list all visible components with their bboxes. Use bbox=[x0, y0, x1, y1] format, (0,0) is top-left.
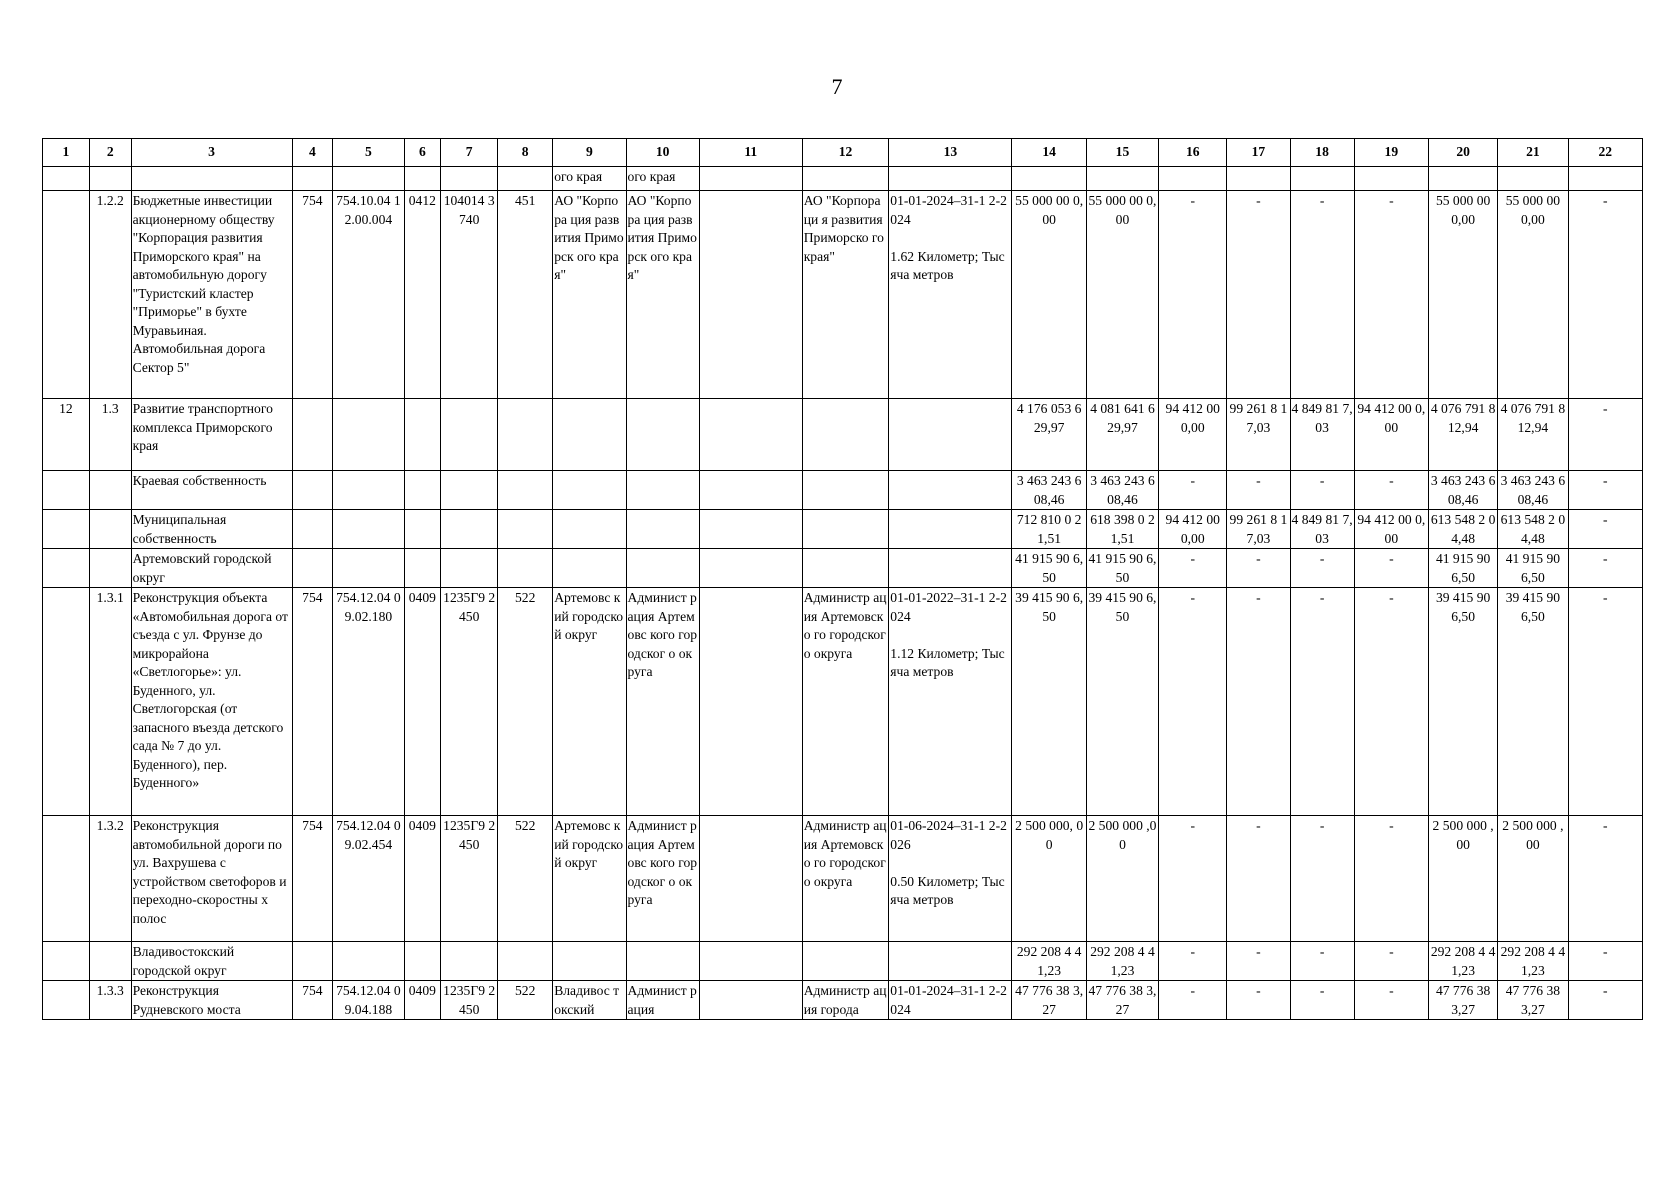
cell-col-18: - bbox=[1290, 588, 1354, 816]
cell-col-13 bbox=[889, 510, 1012, 549]
cell-col-21: 41 915 90 6,50 bbox=[1498, 549, 1568, 588]
cell-col-15: 3 463 243 608,46 bbox=[1086, 471, 1158, 510]
cell-col-6: 0409 bbox=[404, 981, 441, 1020]
cell-col-20: 292 208 4 41,23 bbox=[1429, 942, 1498, 981]
cell-col-18: - bbox=[1290, 191, 1354, 399]
cell-col-15 bbox=[1086, 167, 1158, 191]
cell-col-1 bbox=[43, 942, 90, 981]
cell-col-8 bbox=[498, 549, 553, 588]
cell-col-17: - bbox=[1227, 816, 1290, 942]
cell-col-8: 451 bbox=[498, 191, 553, 399]
cell-col-19: - bbox=[1354, 191, 1428, 399]
cell-col-21: 55 000 00 0,00 bbox=[1498, 191, 1568, 399]
cell-col-3: Реконструкция Рудневского моста bbox=[131, 981, 292, 1020]
cell-col-7 bbox=[441, 549, 498, 588]
cell-col-8: 522 bbox=[498, 981, 553, 1020]
cell-col-3: Бюджетные инвестиции акционерному обществу "Корпорация развития Приморского края" на автомобильную дорогу "Туристский кластер "Приморье" в бухте Муравьиная. Автомобильная дорога Сектор 5" bbox=[131, 191, 292, 399]
cell-col-1 bbox=[43, 588, 90, 816]
header-col-13: 13 bbox=[889, 139, 1012, 167]
cell-col-10 bbox=[626, 510, 699, 549]
cell-col-22 bbox=[1568, 167, 1642, 191]
cell-col-12: Администр ация города bbox=[802, 981, 889, 1020]
cell-col-3: Реконструкция объекта «Автомобильная дорога от съезда с ул. Фрунзе до микрорайона «Светлогорье»: ул. Буденного, ул. Светлогорская (от запасного въезда детского сада № 7 до ул. Буденного), пер. Буденного» bbox=[131, 588, 292, 816]
header-col-22: 22 bbox=[1568, 139, 1642, 167]
table-row bbox=[43, 510, 1643, 549]
cell-col-17: - bbox=[1227, 981, 1290, 1020]
cell-col-9 bbox=[553, 510, 626, 549]
cell-col-18: - bbox=[1290, 981, 1354, 1020]
cell-col-14: 47 776 38 3,27 bbox=[1012, 981, 1086, 1020]
cell-col-1 bbox=[43, 816, 90, 942]
cell-col-7: 104014 3740 bbox=[441, 191, 498, 399]
cell-col-16: - bbox=[1159, 191, 1227, 399]
table-row bbox=[43, 981, 1643, 1020]
cell-col-5 bbox=[333, 399, 404, 471]
cell-col-16: - bbox=[1159, 471, 1227, 510]
cell-col-9: Артемовс кий городской округ bbox=[553, 588, 626, 816]
cell-col-13 bbox=[889, 942, 1012, 981]
cell-col-18 bbox=[1290, 167, 1354, 191]
cell-col-17: - bbox=[1227, 942, 1290, 981]
cell-col-14 bbox=[1012, 167, 1086, 191]
cell-col-5 bbox=[333, 471, 404, 510]
cell-col-10 bbox=[626, 471, 699, 510]
cell-col-3: Владивостокский городской округ bbox=[131, 942, 292, 981]
cell-col-22: - bbox=[1568, 510, 1642, 549]
cell-col-9 bbox=[553, 399, 626, 471]
header-col-17: 17 bbox=[1227, 139, 1290, 167]
cell-col-18: 4 849 81 7,03 bbox=[1290, 510, 1354, 549]
cell-col-10: Админист рация Артемовс кого городског о округа bbox=[626, 588, 699, 816]
cell-col-12 bbox=[802, 399, 889, 471]
cell-col-2 bbox=[89, 510, 131, 549]
cell-col-3: Развитие транспортного комплекса Приморского края bbox=[131, 399, 292, 471]
cell-col-4 bbox=[292, 510, 333, 549]
cell-col-9 bbox=[553, 549, 626, 588]
cell-col-6 bbox=[404, 167, 441, 191]
header-col-12: 12 bbox=[802, 139, 889, 167]
cell-col-15: 292 208 4 41,23 bbox=[1086, 942, 1158, 981]
cell-col-19: - bbox=[1354, 471, 1428, 510]
header-col-20: 20 bbox=[1429, 139, 1498, 167]
cell-col-2: 1.3.3 bbox=[89, 981, 131, 1020]
cell-col-15: 618 398 0 21,51 bbox=[1086, 510, 1158, 549]
cell-col-18: - bbox=[1290, 942, 1354, 981]
cell-col-20: 47 776 38 3,27 bbox=[1429, 981, 1498, 1020]
cell-col-15: 55 000 00 0,00 bbox=[1086, 191, 1158, 399]
cell-col-1 bbox=[43, 471, 90, 510]
cell-col-11 bbox=[699, 399, 802, 471]
cell-col-10 bbox=[626, 549, 699, 588]
cell-col-22: - bbox=[1568, 549, 1642, 588]
cell-col-14: 292 208 4 41,23 bbox=[1012, 942, 1086, 981]
cell-col-5 bbox=[333, 942, 404, 981]
cell-col-17 bbox=[1227, 167, 1290, 191]
cell-col-21: 292 208 4 41,23 bbox=[1498, 942, 1568, 981]
header-col-18: 18 bbox=[1290, 139, 1354, 167]
cell-col-21: 613 548 2 04,48 bbox=[1498, 510, 1568, 549]
cell-col-16: - bbox=[1159, 549, 1227, 588]
cell-col-22: - bbox=[1568, 942, 1642, 981]
budget-table-container bbox=[42, 138, 1643, 1020]
cell-col-16: 94 412 00 0,00 bbox=[1159, 399, 1227, 471]
cell-col-20: 3 463 243 608,46 bbox=[1429, 471, 1498, 510]
cell-col-16: 94 412 00 0,00 bbox=[1159, 510, 1227, 549]
page-number: 7 bbox=[831, 74, 843, 99]
cell-col-6: 0412 bbox=[404, 191, 441, 399]
cell-col-12 bbox=[802, 549, 889, 588]
cell-col-9: АО "Корпора ция развития Приморск ого края" bbox=[553, 191, 626, 399]
header-col-15: 15 bbox=[1086, 139, 1158, 167]
cell-col-17: 99 261 8 17,03 bbox=[1227, 510, 1290, 549]
cell-col-10: ого края bbox=[626, 167, 699, 191]
cell-col-4 bbox=[292, 549, 333, 588]
cell-col-10 bbox=[626, 942, 699, 981]
cell-col-21 bbox=[1498, 167, 1568, 191]
cell-col-17: - bbox=[1227, 588, 1290, 816]
cell-col-7 bbox=[441, 399, 498, 471]
cell-col-18: - bbox=[1290, 471, 1354, 510]
cell-col-17: - bbox=[1227, 191, 1290, 399]
cell-col-20: 39 415 90 6,50 bbox=[1429, 588, 1498, 816]
header-col-8: 8 bbox=[498, 139, 553, 167]
cell-col-9 bbox=[553, 942, 626, 981]
cell-col-8 bbox=[498, 471, 553, 510]
table-header-row bbox=[43, 139, 1643, 167]
header-col-11: 11 bbox=[699, 139, 802, 167]
cell-col-12: Администр ация Артемовско го городского округа bbox=[802, 588, 889, 816]
cell-col-12 bbox=[802, 510, 889, 549]
cell-col-21: 2 500 000 ,00 bbox=[1498, 816, 1568, 942]
cell-col-19: - bbox=[1354, 981, 1428, 1020]
cell-col-5: 754.10.04 12.00.004 bbox=[333, 191, 404, 399]
cell-col-16: - bbox=[1159, 588, 1227, 816]
cell-col-13: 01-01-2024–31-1 2-2024 bbox=[889, 981, 1012, 1020]
cell-col-1 bbox=[43, 510, 90, 549]
cell-col-4 bbox=[292, 167, 333, 191]
cell-col-5 bbox=[333, 167, 404, 191]
cell-col-7: 1235Г9 2450 bbox=[441, 816, 498, 942]
cell-col-16: - bbox=[1159, 816, 1227, 942]
cell-col-10: Админист рация bbox=[626, 981, 699, 1020]
header-col-7: 7 bbox=[441, 139, 498, 167]
cell-col-22: - bbox=[1568, 588, 1642, 816]
cell-col-15: 39 415 90 6,50 bbox=[1086, 588, 1158, 816]
cell-col-6 bbox=[404, 549, 441, 588]
cell-col-3: Артемовский городской округ bbox=[131, 549, 292, 588]
table-row bbox=[43, 816, 1643, 942]
cell-col-12 bbox=[802, 942, 889, 981]
cell-col-4 bbox=[292, 942, 333, 981]
cell-col-19: 94 412 00 0,00 bbox=[1354, 510, 1428, 549]
cell-col-13 bbox=[889, 167, 1012, 191]
cell-col-2 bbox=[89, 942, 131, 981]
cell-col-19: - bbox=[1354, 588, 1428, 816]
cell-col-22: - bbox=[1568, 816, 1642, 942]
cell-col-14: 39 415 90 6,50 bbox=[1012, 588, 1086, 816]
cell-col-11 bbox=[699, 981, 802, 1020]
cell-col-10 bbox=[626, 399, 699, 471]
cell-col-21: 3 463 243 608,46 bbox=[1498, 471, 1568, 510]
header-col-14: 14 bbox=[1012, 139, 1086, 167]
cell-col-8: 522 bbox=[498, 588, 553, 816]
cell-col-4: 754 bbox=[292, 191, 333, 399]
cell-col-16: - bbox=[1159, 981, 1227, 1020]
cell-col-2: 1.3.2 bbox=[89, 816, 131, 942]
header-col-21: 21 bbox=[1498, 139, 1568, 167]
header-col-9: 9 bbox=[553, 139, 626, 167]
cell-col-15: 41 915 90 6,50 bbox=[1086, 549, 1158, 588]
cell-col-19: - bbox=[1354, 549, 1428, 588]
cell-col-8 bbox=[498, 510, 553, 549]
cell-col-9: ого края bbox=[553, 167, 626, 191]
cell-col-6 bbox=[404, 942, 441, 981]
cell-col-21: 47 776 38 3,27 bbox=[1498, 981, 1568, 1020]
cell-col-7: 1235Г9 2450 bbox=[441, 981, 498, 1020]
cell-col-7 bbox=[441, 471, 498, 510]
cell-col-7 bbox=[441, 942, 498, 981]
cell-col-14: 41 915 90 6,50 bbox=[1012, 549, 1086, 588]
cell-col-18: 4 849 81 7,03 bbox=[1290, 399, 1354, 471]
cell-col-2: 1.2.2 bbox=[89, 191, 131, 399]
header-col-19: 19 bbox=[1354, 139, 1428, 167]
cell-col-7 bbox=[441, 167, 498, 191]
header-col-10: 10 bbox=[626, 139, 699, 167]
table-row bbox=[43, 191, 1643, 399]
header-col-3: 3 bbox=[131, 139, 292, 167]
cell-col-12: АО "Корпораци я развития Приморско го края" bbox=[802, 191, 889, 399]
header-col-6: 6 bbox=[404, 139, 441, 167]
cell-col-8 bbox=[498, 399, 553, 471]
cell-col-16 bbox=[1159, 167, 1227, 191]
cell-col-8: 522 bbox=[498, 816, 553, 942]
header-col-16: 16 bbox=[1159, 139, 1227, 167]
cell-col-4 bbox=[292, 399, 333, 471]
cell-col-13 bbox=[889, 549, 1012, 588]
cell-col-8 bbox=[498, 942, 553, 981]
budget-table bbox=[42, 138, 1643, 1020]
table-row bbox=[43, 471, 1643, 510]
cell-col-13: 01-01-2022–31-1 2-2024 1.12 Километр; Тысяча метров bbox=[889, 588, 1012, 816]
cell-col-14: 55 000 00 0,00 bbox=[1012, 191, 1086, 399]
cell-col-13: 01-06-2024–31-1 2-2026 0.50 Километр; Тысяча метров bbox=[889, 816, 1012, 942]
cell-col-15: 2 500 000 ,00 bbox=[1086, 816, 1158, 942]
cell-col-11 bbox=[699, 471, 802, 510]
cell-col-5: 754.12.04 09.04.188 bbox=[333, 981, 404, 1020]
cell-col-3: Реконструкция автомобильной дороги по ул. Вахрушева с устройством светофоров и переходно-скоростны х полос bbox=[131, 816, 292, 942]
cell-col-11 bbox=[699, 191, 802, 399]
cell-col-2: 1.3 bbox=[89, 399, 131, 471]
cell-col-6 bbox=[404, 399, 441, 471]
cell-col-20: 4 076 791 812,94 bbox=[1429, 399, 1498, 471]
cell-col-4: 754 bbox=[292, 816, 333, 942]
cell-col-15: 4 081 641 629,97 bbox=[1086, 399, 1158, 471]
cell-col-12 bbox=[802, 471, 889, 510]
cell-col-2: 1.3.1 bbox=[89, 588, 131, 816]
header-col-5: 5 bbox=[333, 139, 404, 167]
cell-col-4: 754 bbox=[292, 981, 333, 1020]
cell-col-5: 754.12.04 09.02.454 bbox=[333, 816, 404, 942]
cell-col-11 bbox=[699, 942, 802, 981]
cell-col-20: 55 000 00 0,00 bbox=[1429, 191, 1498, 399]
cell-col-6 bbox=[404, 471, 441, 510]
cell-col-20: 613 548 2 04,48 bbox=[1429, 510, 1498, 549]
table-row bbox=[43, 942, 1643, 981]
cell-col-14: 3 463 243 608,46 bbox=[1012, 471, 1086, 510]
cell-col-6: 0409 bbox=[404, 816, 441, 942]
cell-col-1 bbox=[43, 549, 90, 588]
cell-col-9: Артемовс кий городской округ bbox=[553, 816, 626, 942]
cell-col-21: 4 076 791 812,94 bbox=[1498, 399, 1568, 471]
cell-col-17: - bbox=[1227, 471, 1290, 510]
cell-col-9 bbox=[553, 471, 626, 510]
cell-col-19 bbox=[1354, 167, 1428, 191]
cell-col-12 bbox=[802, 167, 889, 191]
cell-col-4 bbox=[292, 471, 333, 510]
cell-col-4: 754 bbox=[292, 588, 333, 816]
cell-col-1: 12 bbox=[43, 399, 90, 471]
cell-col-8 bbox=[498, 167, 553, 191]
cell-col-5 bbox=[333, 510, 404, 549]
cell-col-15: 47 776 38 3,27 bbox=[1086, 981, 1158, 1020]
cell-col-6 bbox=[404, 510, 441, 549]
cell-col-9: Владивос токский bbox=[553, 981, 626, 1020]
header-col-1: 1 bbox=[43, 139, 90, 167]
cell-col-18: - bbox=[1290, 549, 1354, 588]
cell-col-10: Админист рация Артемовс кого городског о округа bbox=[626, 816, 699, 942]
cell-col-20 bbox=[1429, 167, 1498, 191]
cell-col-20: 2 500 000 ,00 bbox=[1429, 816, 1498, 942]
cell-col-5: 754.12.04 09.02.180 bbox=[333, 588, 404, 816]
cell-col-12: Администр ация Артемовско го городского округа bbox=[802, 816, 889, 942]
cell-col-3: Муниципальная собственность bbox=[131, 510, 292, 549]
cell-col-11 bbox=[699, 549, 802, 588]
cell-col-13 bbox=[889, 471, 1012, 510]
cell-col-3: Краевая собственность bbox=[131, 471, 292, 510]
cell-col-17: 99 261 8 17,03 bbox=[1227, 399, 1290, 471]
cell-col-13: 01-01-2024–31-1 2-2024 1.62 Километр; Тысяча метров bbox=[889, 191, 1012, 399]
cell-col-22: - bbox=[1568, 471, 1642, 510]
cell-col-22: - bbox=[1568, 191, 1642, 399]
table-row bbox=[43, 167, 1643, 191]
cell-col-11 bbox=[699, 510, 802, 549]
cell-col-16: - bbox=[1159, 942, 1227, 981]
cell-col-21: 39 415 90 6,50 bbox=[1498, 588, 1568, 816]
cell-col-1 bbox=[43, 981, 90, 1020]
header-col-2: 2 bbox=[89, 139, 131, 167]
cell-col-2 bbox=[89, 549, 131, 588]
table-row bbox=[43, 549, 1643, 588]
cell-col-14: 712 810 0 21,51 bbox=[1012, 510, 1086, 549]
header-col-4: 4 bbox=[292, 139, 333, 167]
cell-col-7 bbox=[441, 510, 498, 549]
cell-col-3 bbox=[131, 167, 292, 191]
cell-col-11 bbox=[699, 588, 802, 816]
cell-col-1 bbox=[43, 191, 90, 399]
cell-col-17: - bbox=[1227, 549, 1290, 588]
cell-col-11 bbox=[699, 167, 802, 191]
cell-col-2 bbox=[89, 167, 131, 191]
table-row bbox=[43, 588, 1643, 816]
cell-col-10: АО "Корпора ция развития Приморск ого края" bbox=[626, 191, 699, 399]
cell-col-6: 0409 bbox=[404, 588, 441, 816]
cell-col-14: 2 500 000, 00 bbox=[1012, 816, 1086, 942]
cell-col-5 bbox=[333, 549, 404, 588]
cell-col-22: - bbox=[1568, 399, 1642, 471]
cell-col-1 bbox=[43, 167, 90, 191]
table-body bbox=[43, 139, 1643, 1020]
cell-col-7: 1235Г9 2450 bbox=[441, 588, 498, 816]
cell-col-11 bbox=[699, 816, 802, 942]
cell-col-18: - bbox=[1290, 816, 1354, 942]
cell-col-19: - bbox=[1354, 816, 1428, 942]
cell-col-20: 41 915 90 6,50 bbox=[1429, 549, 1498, 588]
cell-col-13 bbox=[889, 399, 1012, 471]
cell-col-19: - bbox=[1354, 942, 1428, 981]
cell-col-14: 4 176 053 629,97 bbox=[1012, 399, 1086, 471]
table-row bbox=[43, 399, 1643, 471]
cell-col-2 bbox=[89, 471, 131, 510]
cell-col-19: 94 412 00 0,00 bbox=[1354, 399, 1428, 471]
cell-col-22: - bbox=[1568, 981, 1642, 1020]
